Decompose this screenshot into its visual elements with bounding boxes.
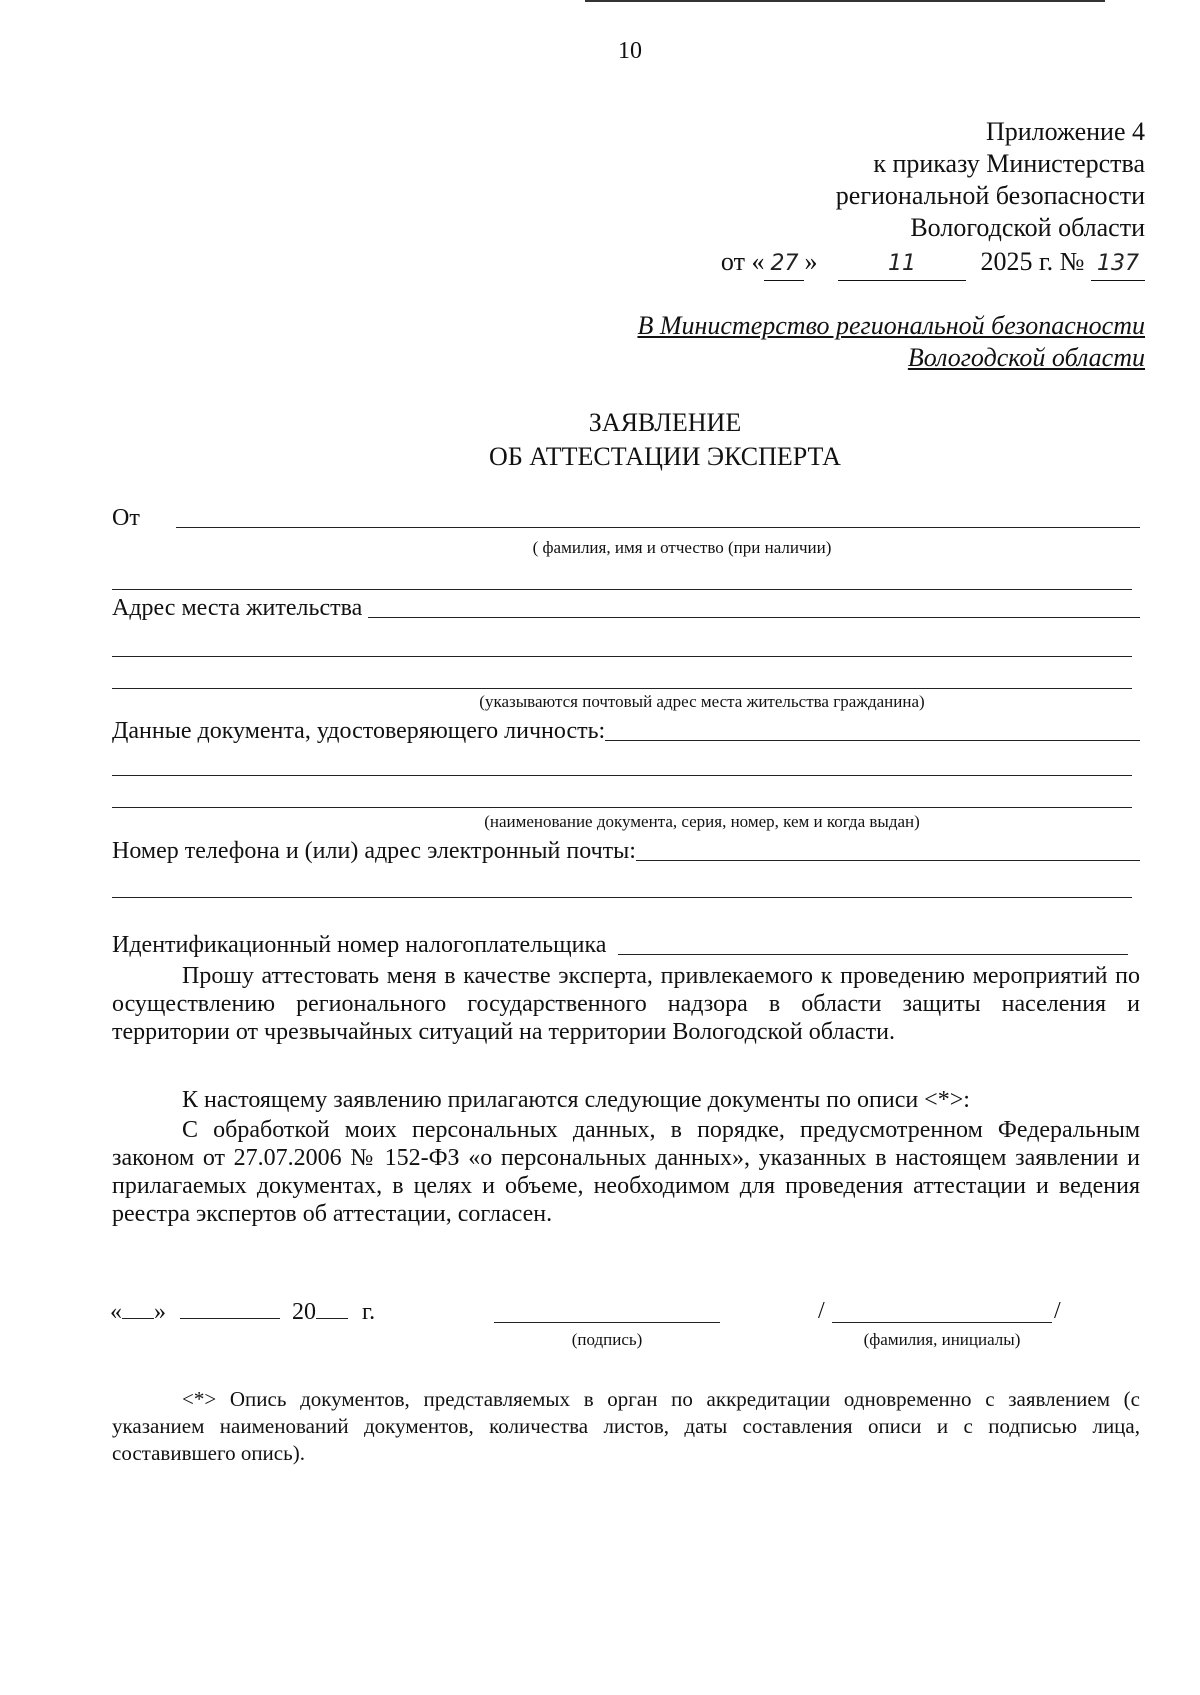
document-title [65, 406, 1200, 474]
signature-date [110, 1298, 410, 1326]
sig-year-suffix: г. [362, 1299, 376, 1325]
from-row [112, 505, 1140, 532]
appendix-date-line [545, 246, 1145, 281]
from-field-line-2[interactable] [112, 589, 1132, 590]
page-number: 10 [618, 38, 642, 64]
addressee-line-2: Вологодской области [907, 343, 1145, 372]
address-hint: (указываются почтовый адрес места жительства гражданина) [479, 692, 925, 711]
title-line-1: ЗАЯВЛЕНИЕ [588, 408, 742, 437]
request-text: Прошу аттестовать меня в качестве эксперта, привлекаемого к проведению мероприятий по осуществлению регионального государственного надзора в области защиты населения и территории от чрезвычайных ситуаций на территории Вологодской области. [112, 963, 1140, 1045]
address-label: Адрес места жительства [112, 595, 363, 621]
id-doc-label: Данные документа, удостоверяющего личность: [112, 718, 606, 744]
date-day-handwritten: 27 [764, 248, 804, 281]
sig-year-prefix: 20 [292, 1299, 316, 1325]
addressee-line-1: В Министерство региональной безопасности [637, 311, 1145, 340]
id-doc-hint: (наименование документа, серия, номер, кем и когда выдан) [484, 812, 920, 831]
attachments-text: К настоящему заявлению прилагаются следующие документы по описи <*>: [182, 1087, 970, 1113]
appendix-line-3: региональной безопасности [835, 181, 1145, 210]
date-year: 2025 г. № [980, 247, 1085, 276]
contact-row [112, 838, 1140, 865]
address-field[interactable] [368, 616, 1140, 618]
date-mid: » [804, 247, 818, 276]
date-prefix: от « [720, 247, 765, 276]
name-hint: (фамилия, инициалы) [863, 1330, 1021, 1349]
signature-hint: (подпись) [571, 1330, 643, 1349]
scan-edge-mark [585, 0, 1105, 2]
from-hint: ( фамилия, имя и отчество (при наличии) [532, 538, 832, 557]
footnote-text: <*> Опись документов, представляемых в орган по аккредитации одновременно с заявлением (с указанием наименований документов, количества листов, даты составления описи и с подписью лица, составившего опись). [112, 1387, 1140, 1465]
id-doc-field[interactable] [605, 739, 1140, 741]
footnote [112, 1386, 1140, 1467]
date-month-handwritten: 11 [838, 248, 966, 281]
id-doc-field-line-3[interactable] [112, 807, 1132, 808]
address-row [112, 595, 1140, 622]
name-slash-left: / [818, 1298, 825, 1324]
consent-paragraph [112, 1116, 1140, 1228]
contact-field-line-2[interactable] [112, 897, 1132, 898]
appendix-line-1: Приложение 4 [985, 117, 1145, 146]
sig-year-blank[interactable] [316, 1298, 348, 1319]
contact-label: Номер телефона и (или) адрес электронный почты: [112, 838, 636, 864]
sig-month-blank[interactable] [180, 1298, 280, 1319]
order-number-handwritten: 137 [1091, 248, 1145, 281]
sig-date-open: « [110, 1299, 122, 1325]
title-line-2: ОБ АТТЕСТАЦИИ ЭКСПЕРТА [489, 442, 841, 471]
inn-row [112, 932, 1128, 959]
name-line[interactable] [832, 1322, 1052, 1323]
address-field-line-2[interactable] [112, 656, 1132, 657]
sig-date-close: » [154, 1299, 166, 1325]
attachments-paragraph [112, 1086, 1140, 1114]
id-doc-field-line-2[interactable] [112, 775, 1132, 776]
contact-field[interactable] [636, 859, 1140, 861]
appendix-line-4: Вологодской области [910, 213, 1145, 242]
inn-label: Идентификационный номер налогоплательщика [112, 932, 607, 958]
inn-field[interactable] [618, 953, 1128, 955]
addressee-block [445, 310, 1145, 374]
name-slash-right: / [1054, 1298, 1061, 1324]
sig-day-blank[interactable] [122, 1298, 154, 1319]
address-field-line-3[interactable] [112, 688, 1132, 689]
id-doc-row [112, 718, 1140, 745]
appendix-block [545, 116, 1145, 281]
from-field[interactable] [176, 526, 1140, 528]
consent-text: С обработкой моих персональных данных, в порядке, предусмотренном Федеральным законом от 27.07.2006 № 152-ФЗ «о персональных данных», указанных в настоящем заявлении и прилагаемых документах, в целях и объеме, необходимом для проведения аттестации и ведения реестра экспертов об аттестации, согласен. [112, 1117, 1140, 1227]
request-paragraph [112, 962, 1140, 1046]
from-label: От [112, 505, 140, 531]
appendix-line-2: к приказу Министерства [873, 149, 1145, 178]
signature-line[interactable] [494, 1322, 720, 1323]
